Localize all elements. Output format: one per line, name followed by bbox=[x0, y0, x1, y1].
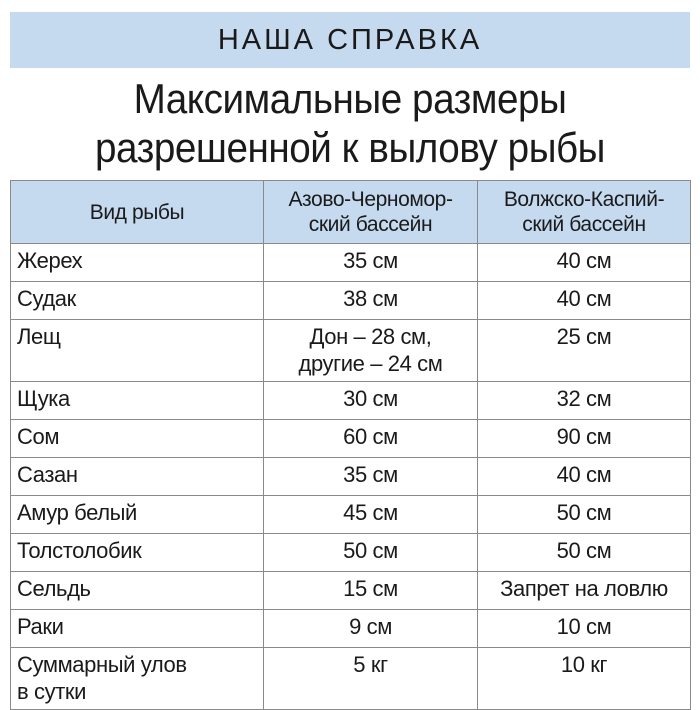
volga-size: 32 см bbox=[478, 382, 691, 420]
table-row bbox=[11, 610, 691, 648]
table-header-row bbox=[11, 181, 691, 244]
title-line-2: разрешенной к вылову рыбы bbox=[94, 124, 606, 171]
table-row bbox=[11, 420, 691, 458]
fish-name: Сазан bbox=[11, 458, 264, 496]
fish-name: Жерех bbox=[11, 244, 264, 282]
azov-size: 30 см bbox=[264, 382, 478, 420]
fish-name: Раки bbox=[11, 610, 264, 648]
azov-size: 50 см bbox=[264, 534, 478, 572]
volga-size: 50 см bbox=[478, 496, 691, 534]
header-volga-line-1: Волжско-Каспий- bbox=[503, 188, 665, 211]
title-line-1: Максимальные размеры bbox=[133, 75, 567, 122]
fish-name: Щука bbox=[11, 382, 264, 420]
header-volga-caspian bbox=[478, 181, 691, 244]
fish-name-line-2: в сутки bbox=[17, 679, 86, 704]
azov-size: 35 см bbox=[264, 458, 478, 496]
volga-size: 50 см bbox=[478, 534, 691, 572]
table-row bbox=[11, 320, 691, 382]
azov-size: 45 см bbox=[264, 496, 478, 534]
header-azov-black-sea bbox=[264, 181, 478, 244]
fish-name: Амур белый bbox=[11, 496, 264, 534]
volga-size: 25 см bbox=[478, 320, 691, 382]
volga-size: 40 см bbox=[478, 458, 691, 496]
table-row bbox=[11, 572, 691, 610]
azov-size: 9 см bbox=[264, 610, 478, 648]
table-row bbox=[11, 496, 691, 534]
fish-size-table bbox=[10, 180, 691, 710]
table-row bbox=[11, 282, 691, 320]
azov-size-line-1: Дон – 28 см, bbox=[309, 324, 432, 349]
header-azov-line-1: Азово-Черномор- bbox=[288, 188, 453, 211]
fish-name: Сельдь bbox=[11, 572, 264, 610]
volga-size: 40 см bbox=[478, 244, 691, 282]
volga-size: 10 кг bbox=[478, 648, 691, 710]
fish-name: Толстолобик bbox=[11, 534, 264, 572]
azov-size: 35 см bbox=[264, 244, 478, 282]
volga-size: Запрет на ловлю bbox=[478, 572, 691, 610]
azov-size bbox=[264, 320, 478, 382]
volga-size: 90 см bbox=[478, 420, 691, 458]
header-volga-line-2: ский бассейн bbox=[522, 213, 646, 236]
table-row bbox=[11, 648, 691, 710]
page-title bbox=[28, 74, 672, 172]
fish-name: Сом bbox=[11, 420, 264, 458]
azov-size-line-2: другие – 24 см bbox=[298, 351, 443, 376]
header-azov-line-2: ский бассейн bbox=[308, 213, 433, 236]
table-row bbox=[11, 458, 691, 496]
banner-label: НАША СПРАВКА bbox=[217, 23, 483, 56]
azov-size: 60 см bbox=[264, 420, 478, 458]
fish-name: Судак bbox=[11, 282, 264, 320]
azov-size: 38 см bbox=[264, 282, 478, 320]
header-fish-type: Вид рыбы bbox=[11, 181, 264, 244]
volga-size: 10 см bbox=[478, 610, 691, 648]
reference-banner bbox=[10, 12, 690, 68]
azov-size: 5 кг bbox=[264, 648, 478, 710]
table-row bbox=[11, 244, 691, 282]
table-row bbox=[11, 382, 691, 420]
volga-size: 40 см bbox=[478, 282, 691, 320]
fish-name bbox=[11, 648, 264, 710]
fish-name-line-1: Суммарный улов bbox=[17, 652, 187, 677]
table-row bbox=[11, 534, 691, 572]
azov-size: 15 см bbox=[264, 572, 478, 610]
fish-name: Лещ bbox=[11, 320, 264, 382]
